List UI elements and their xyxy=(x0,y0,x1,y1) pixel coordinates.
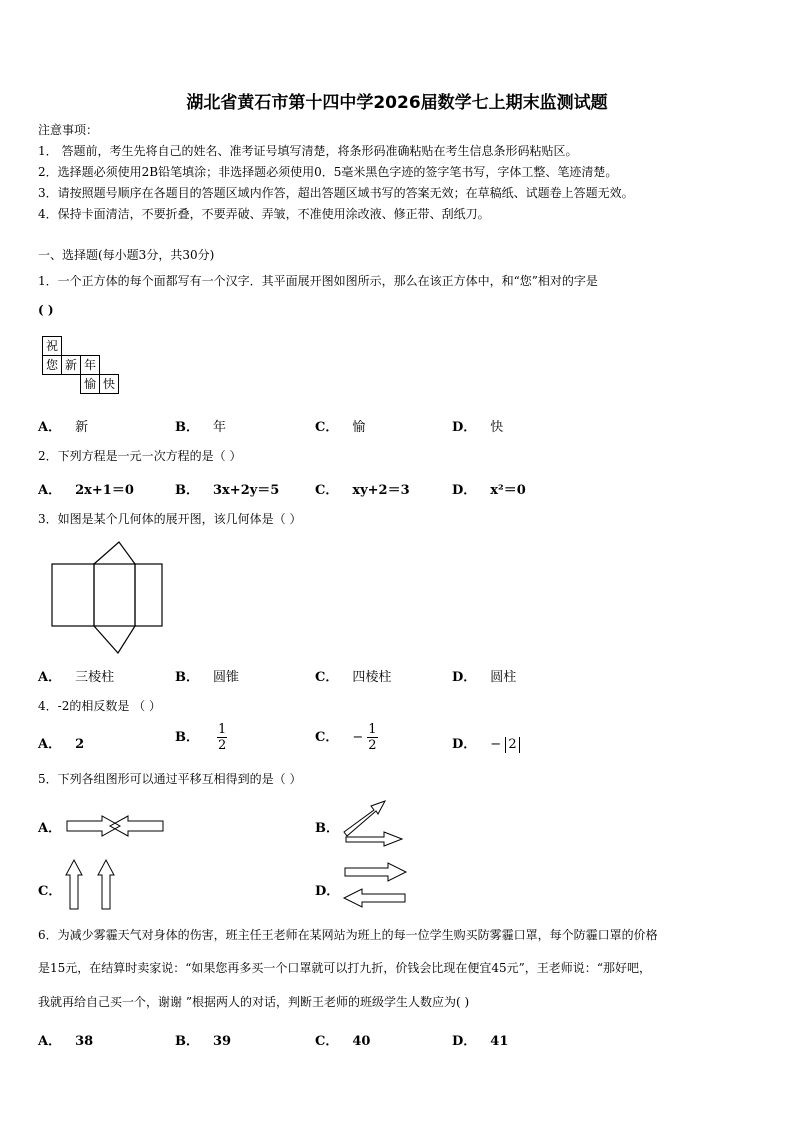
q5-option-b-arrows-figure xyxy=(340,798,410,848)
option-text: 40 xyxy=(352,1034,371,1049)
option-text: 三棱柱 xyxy=(75,670,115,685)
option-label: B． xyxy=(175,483,199,498)
net-cell: 祝 xyxy=(42,336,62,356)
q6-stem-line-1: 6．为减少雾霾天气对身体的伤害，班主任王老师在某网站为班上的每一位学生购买防雾霾口罩，每个防霾口罩的价格 xyxy=(38,928,658,942)
net-cell: 年 xyxy=(80,355,100,375)
q2-option-d[interactable] xyxy=(452,479,526,498)
q6-stem-line-3: 我就再给自己买一个，谢谢 ”根据两人的对话，判断王老师的班级学生人数应为( ) xyxy=(38,995,470,1009)
q2-option-c[interactable] xyxy=(315,479,410,498)
q3-prism-net-figure xyxy=(45,537,175,659)
minus-sign: − xyxy=(490,737,502,752)
q4-option-d[interactable] xyxy=(452,733,520,753)
option-text: 新 xyxy=(75,420,89,435)
q6-option-b[interactable] xyxy=(175,1030,231,1049)
q1-paren: ( ) xyxy=(38,303,54,317)
q3-option-d[interactable] xyxy=(452,666,516,685)
option-label: A． xyxy=(38,821,62,836)
net-cell: 愉 xyxy=(80,374,100,394)
q1-option-c[interactable] xyxy=(315,416,365,435)
option-label: B． xyxy=(175,670,199,685)
option-text: 3x+2y＝5 xyxy=(213,483,280,498)
option-text: 41 xyxy=(490,1034,509,1049)
q5-option-a-arrows-figure xyxy=(64,812,166,840)
q5-stem: 5．下列各组图形可以通过平移互相得到的是（ ） xyxy=(38,772,302,786)
net-cell: 快 xyxy=(99,374,119,394)
q4-option-a[interactable] xyxy=(38,733,84,752)
option-text: 38 xyxy=(75,1034,94,1049)
option-label: B． xyxy=(175,730,199,745)
option-text: 39 xyxy=(213,1034,232,1049)
fraction xyxy=(217,722,227,753)
option-label: C． xyxy=(315,730,339,745)
q6-option-a[interactable] xyxy=(38,1030,93,1049)
net-cell: 新 xyxy=(61,355,81,375)
q2-stem: 2．下列方程是一元一次方程的是（ ） xyxy=(38,449,242,463)
numerator: 1 xyxy=(368,722,377,737)
option-label: C． xyxy=(315,1034,339,1049)
absolute-value: 2 xyxy=(505,737,519,753)
notes-item-2: 2．选择题必须使用2B铅笔填涂；非选择题必须使用0．5毫米黑色字迹的签字笔书写，字体工整、笔迹清楚。 xyxy=(38,165,618,179)
minus-sign: − xyxy=(352,730,364,745)
numerator: 1 xyxy=(218,722,227,737)
option-label: D． xyxy=(452,483,477,498)
option-label: C． xyxy=(315,670,339,685)
option-label: A． xyxy=(38,420,62,435)
notes-item-4: 4．保持卡面清洁，不要折叠，不要弄破、弄皱，不准使用涂改液、修正带、刮纸刀。 xyxy=(38,207,490,221)
q4-option-b[interactable] xyxy=(175,722,227,753)
option-text: 年 xyxy=(213,420,227,435)
option-label: B． xyxy=(175,1034,199,1049)
q4-option-c[interactable] xyxy=(315,722,378,753)
option-text: 愉 xyxy=(352,420,366,435)
option-text: 圆柱 xyxy=(490,670,517,685)
fraction xyxy=(367,722,377,753)
denominator: 2 xyxy=(368,738,377,753)
option-label: C． xyxy=(315,420,339,435)
q6-stem-line-2: 是15元，在结算时卖家说：“如果您再多买一个口罩就可以打九折，价钱会比现在便宜45元”，王老师说：“那好吧， xyxy=(38,961,651,975)
option-text: 2x+1＝0 xyxy=(75,483,134,498)
q3-option-b[interactable] xyxy=(175,666,239,685)
option-text: 圆锥 xyxy=(213,670,240,685)
option-label: D． xyxy=(452,670,477,685)
net-cell: 您 xyxy=(42,355,62,375)
option-text: 四棱柱 xyxy=(352,670,392,685)
q5-option-c-arrows-figure xyxy=(62,857,122,913)
option-label: D． xyxy=(452,420,477,435)
page-title: 湖北省黄石市第十四中学2026届数学七上期末监测试题 xyxy=(186,93,608,113)
option-label: D． xyxy=(452,1034,477,1049)
option-text: x²＝0 xyxy=(490,483,526,498)
option-text: 2 xyxy=(75,737,85,752)
option-label: C． xyxy=(38,884,62,899)
option-text: xy+2＝3 xyxy=(352,483,410,498)
option-text: 快 xyxy=(490,420,504,435)
option-label: A． xyxy=(38,1034,62,1049)
q1-option-d[interactable] xyxy=(452,416,503,435)
notes-item-3: 3．请按照题号顺序在各题目的答题区域内作答，超出答题区域书写的答案无效；在草稿纸、试题卷上答题无效。 xyxy=(38,186,634,200)
notes-item-1: 1． 答题前，考生先将自己的姓名、准考证号填写清楚，将条形码准确粘贴在考生信息条形码粘贴区。 xyxy=(38,144,578,158)
q2-option-b[interactable] xyxy=(175,479,279,498)
option-label: A． xyxy=(38,670,62,685)
option-label: B． xyxy=(175,420,199,435)
option-label: C． xyxy=(315,483,339,498)
q1-stem: 1．一个正方体的每个面都写有一个汉字．其平面展开图如图所示，那么在该正方体中，和“您”相对的字是 xyxy=(38,274,598,288)
q2-option-a[interactable] xyxy=(38,479,134,498)
q1-option-a[interactable] xyxy=(38,416,88,435)
option-label: D． xyxy=(315,884,340,899)
denominator: 2 xyxy=(218,738,227,753)
q6-option-c[interactable] xyxy=(315,1030,370,1049)
notes-heading: 注意事项： xyxy=(38,123,99,137)
q4-stem: 4．-2的相反数是 （ ） xyxy=(38,699,161,713)
section-heading: 一、选择题(每小题3分，共30分) xyxy=(38,248,215,262)
option-label: A． xyxy=(38,737,62,752)
option-label: D． xyxy=(452,737,477,752)
q3-option-c[interactable] xyxy=(315,666,391,685)
q5-option-d-arrows-figure xyxy=(340,860,410,912)
q1-option-b[interactable] xyxy=(175,416,226,435)
q6-option-d[interactable] xyxy=(452,1030,508,1049)
q3-stem: 3．如图是某个几何体的展开图，该几何体是（ ） xyxy=(38,512,302,526)
option-label: A． xyxy=(38,483,62,498)
option-label: B． xyxy=(315,821,339,836)
q3-option-a[interactable] xyxy=(38,666,114,685)
